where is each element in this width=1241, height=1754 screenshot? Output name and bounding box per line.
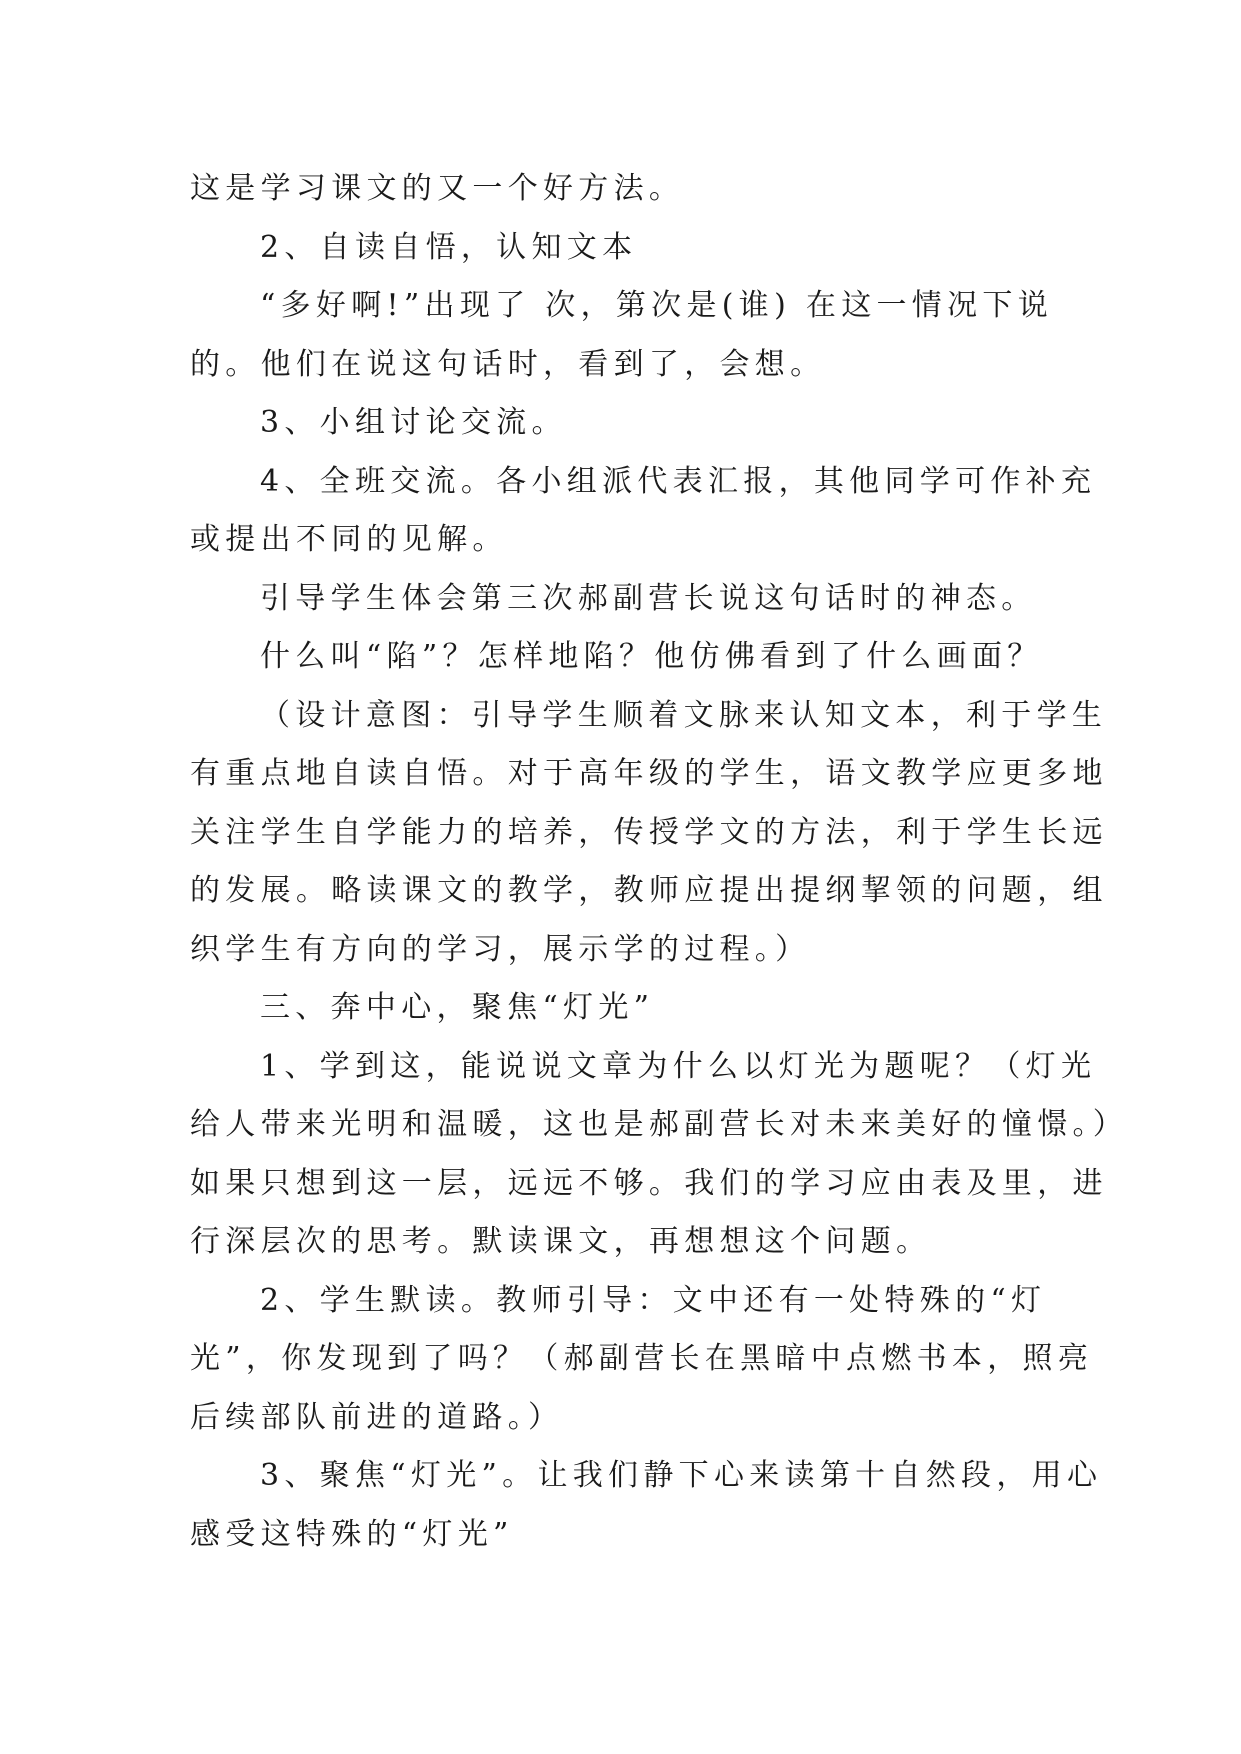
- text-line: 给人带来光明和温暖，这也是郝副营长对未来美好的憧憬。）: [190, 1107, 1129, 1142]
- text-line: 2、自读自悟，认知文本: [260, 229, 638, 265]
- text-line: 引导学生体会第三次郝副营长说这句话时的神态。: [260, 580, 1037, 616]
- text-line: 1、学到这，能说说文章为什么以灯光为题呢？（灯光: [260, 1048, 1097, 1084]
- text-line: （设计意图：引导学生顺着文脉来认知文本，利于学生: [260, 697, 1108, 733]
- text-line: 4、全班交流。各小组派代表汇报，其他同学可作补充: [260, 463, 1097, 499]
- text-line: 什么叫“陷”？怎样地陷？他仿佛看到了什么画面？: [260, 639, 1043, 674]
- text-line: 或提出不同的见解。: [190, 522, 508, 557]
- text-line: 感受这特殊的“灯光”: [190, 1516, 514, 1552]
- text-line: 如果只想到这一层，远远不够。我们的学习应由表及里，进: [190, 1165, 1108, 1201]
- text-line: 织学生有方向的学习，展示学的过程。）: [190, 931, 811, 967]
- text-line: 有重点地自读自悟。对于高年级的学生，语文教学应更多地: [190, 756, 1108, 791]
- text-line: 关注学生自学能力的培养，传授学文的方法，利于学生长远: [190, 814, 1108, 850]
- document-body: [190, 160, 1129, 1564]
- text-line: 这是学习课文的又一个好方法。: [190, 171, 685, 206]
- text-line: 行深层次的思考。默读课文，再想想这个问题。: [190, 1224, 932, 1259]
- text-line: 的发展。略读课文的教学，教师应提出提纲挈领的问题，组: [190, 873, 1108, 908]
- text-line: 3、聚焦“灯光”。让我们静下心来读第十自然段，用心: [260, 1458, 1103, 1493]
- text-line: 光”，你发现到了吗？（郝副营长在黑暗中点燃书本，照亮: [190, 1341, 1094, 1376]
- text-line: 的。他们在说这句话时，看到了，会想。: [190, 346, 826, 382]
- text-line: 后续部队前进的道路。）: [190, 1399, 564, 1435]
- text-line: 3、小组讨论交流。: [260, 405, 567, 440]
- text-line: 三、奔中心，聚焦“灯光”: [260, 990, 655, 1025]
- text-line: “多好啊!”出现了 次，第次是(谁) 在这一情况下说: [260, 288, 1054, 323]
- text-line: 2、学生默读。教师引导：文中还有一处特殊的“灯: [260, 1282, 1047, 1318]
